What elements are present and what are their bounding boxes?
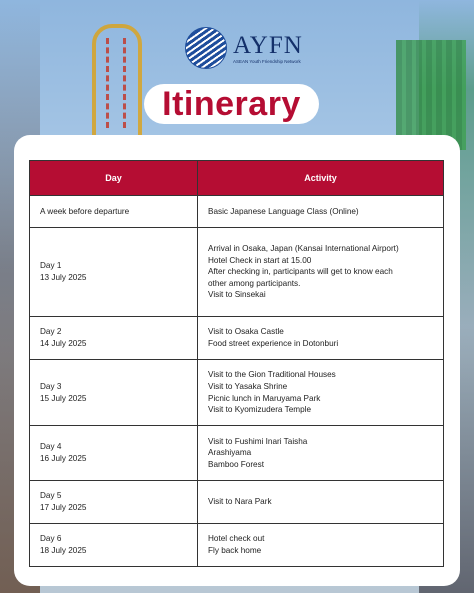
day-label: Day 3 bbox=[40, 381, 62, 391]
logo-tagline: ASEAN Youth Friendship Network bbox=[233, 58, 301, 64]
activity-item: Picnic lunch in Maruyama Park bbox=[208, 393, 321, 403]
building-decoration bbox=[396, 40, 466, 150]
activity-item: other among participants. bbox=[208, 278, 301, 288]
day-label: A week before departure bbox=[40, 206, 130, 216]
day-cell bbox=[30, 481, 198, 524]
day-label: Day 2 bbox=[40, 327, 62, 337]
activity-item: Hotel check out bbox=[208, 534, 265, 544]
logo-text bbox=[233, 33, 303, 64]
table-row bbox=[30, 196, 444, 228]
activity-cell bbox=[198, 481, 444, 524]
day-cell bbox=[30, 426, 198, 481]
activity-item: Visit to Nara Park bbox=[208, 497, 272, 507]
title-pill bbox=[144, 84, 319, 124]
table-row bbox=[30, 426, 444, 481]
table-row bbox=[30, 524, 444, 567]
activity-item: Visit to Fushimi Inari Taisha bbox=[208, 436, 308, 446]
day-date: 16 July 2025 bbox=[40, 454, 87, 463]
activity-item: Arashiyama bbox=[208, 448, 252, 458]
activity-cell bbox=[198, 196, 444, 228]
activity-item: Visit to Yasaka Shrine bbox=[208, 381, 288, 391]
activity-cell bbox=[198, 426, 444, 481]
day-cell bbox=[30, 524, 198, 567]
activity-item: Food street experience in Dotonburi bbox=[208, 339, 339, 348]
page-title: Itinerary bbox=[162, 84, 301, 123]
activity-item: Visit to the Gion Traditional Houses bbox=[208, 370, 336, 380]
activity-item: After checking in, participants will get to know each bbox=[208, 267, 393, 277]
ferris-wheel-decoration bbox=[92, 24, 142, 152]
table-row bbox=[30, 228, 444, 317]
activity-item: Visit to Sinsekai bbox=[208, 290, 266, 300]
itinerary-table bbox=[29, 160, 444, 567]
day-date: 14 July 2025 bbox=[40, 339, 87, 348]
day-cell bbox=[30, 196, 198, 228]
table-header-row bbox=[30, 161, 444, 196]
activity-item: Visit to Osaka Castle bbox=[208, 327, 284, 337]
activity-item: Hotel Check in start at 15.00 bbox=[208, 255, 312, 265]
day-label: Day 4 bbox=[40, 442, 62, 452]
day-date: 13 July 2025 bbox=[40, 273, 87, 282]
day-cell bbox=[30, 317, 198, 360]
day-date: 17 July 2025 bbox=[40, 503, 87, 512]
activity-cell bbox=[198, 228, 444, 317]
activity-item: Basic Japanese Language Class (Online) bbox=[208, 206, 359, 216]
logo bbox=[185, 27, 303, 69]
globe-icon bbox=[185, 27, 227, 69]
activity-item: Bamboo Forest bbox=[208, 459, 264, 469]
table-row bbox=[30, 360, 444, 426]
table-row bbox=[30, 317, 444, 360]
day-date: 18 July 2025 bbox=[40, 546, 87, 555]
activity-item: Arrival in Osaka, Japan (Kansai International Airport) bbox=[208, 244, 399, 254]
day-date: 15 July 2025 bbox=[40, 393, 87, 403]
day-cell bbox=[30, 360, 198, 426]
activity-item: Fly back home bbox=[208, 546, 262, 555]
day-label: Day 6 bbox=[40, 534, 62, 544]
table-row bbox=[30, 481, 444, 524]
day-cell bbox=[30, 228, 198, 317]
activity-cell bbox=[198, 317, 444, 360]
activity-cell bbox=[198, 524, 444, 567]
day-label: Day 1 bbox=[40, 261, 62, 271]
activity-item: Visit to Kyomizudera Temple bbox=[208, 405, 311, 415]
header-activity: Activity bbox=[198, 161, 444, 196]
logo-name: AYFN bbox=[233, 31, 303, 59]
activity-cell bbox=[198, 360, 444, 426]
day-label: Day 5 bbox=[40, 491, 62, 501]
header-day: Day bbox=[30, 161, 198, 196]
